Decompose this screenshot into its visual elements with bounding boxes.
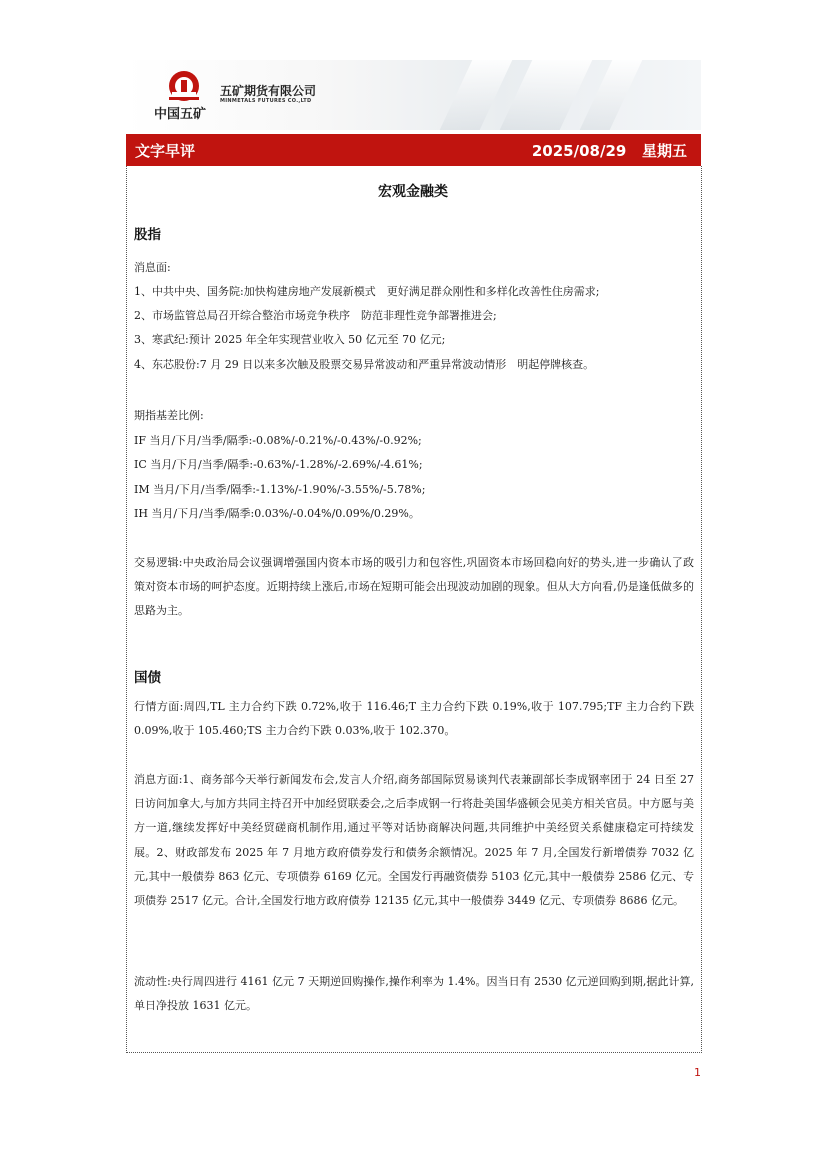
report-title: 文字早评 (135, 142, 196, 160)
basis-row-ic: IC 当月/下月/当季/隔季:-0.63%/-1.28%/-2.69%/-4.61%; (134, 458, 423, 471)
title-bar (126, 134, 701, 166)
bond-liquidity: 流动性:央行周四进行 4161 亿元 7 天期逆回购操作,操作利率为 1.4%。因当日有 2530 亿元逆回购到期,据此计算,单日净投放 1631 亿元。 (134, 975, 694, 1013)
section-title: 宏观金融类 (378, 184, 448, 200)
company-name-en: MINMETALS FUTURES CO.,LTD (220, 98, 312, 104)
news-item: 3、寒武纪:预计 2025 年全年实现营业收入 50 亿元至 70 亿元; (134, 333, 446, 346)
news-item: 4、东芯股份:7 月 29 日以来多次触及股票交易异常波动和严重异常波动情形 明起停牌核查。 (134, 358, 595, 371)
report-weekday: 星期五 (641, 142, 687, 160)
logo-text: 中国五矿 (154, 107, 207, 122)
banner-decoration (440, 60, 513, 130)
bond-news: 消息方面:1、商务部今天举行新闻发布会,发言人介绍,商务部国际贸易谈判代表兼副部长李成钢率团于 24 日至 27 日访问加拿大,与加方共同主持召开中加经贸联委会,之后李成钢一行将赴美国华盛顿会见美方相关官员。中方愿与美方一道,继续发挥好中美经贸磋商机制作用,通过平等对话协商解决问题,共同维护中美经贸关系健康稳定可持续发展。2、财政部发布 2025 年 7 月地方政府债券发行和债务余额情况。2025 年 7 月,全国发行新增债券 7032 亿元,其中一般债券 863 亿元、专项债券 6169 亿元。全国发行再融资债券 5103 亿元,其中一般债券 2586 亿元、专项债券 2517 亿元。合计,全国发行地方政府债券 12135 亿元,其中一般债券 3449 亿元、专项债券 8686 亿元。 (134, 773, 694, 908)
basis-row-if: IF 当月/下月/当季/隔季:-0.08%/-0.21%/-0.43%/-0.92%; (134, 434, 422, 447)
report-date-block (532, 140, 687, 161)
company-logo-icon (164, 68, 204, 108)
page-number: 1 (694, 1066, 701, 1079)
trading-logic: 交易逻辑:中央政治局会议强调增强国内资本市场的吸引力和包容性,巩固资本市场回稳向好的势头,进一步确认了政策对资本市场的呵护态度。近期持续上涨后,市场在短期可能会出现波动加剧的现象。但从大方向看,仍是逢低做多的思路为主。 (134, 556, 694, 618)
basis-row-im: IM 当月/下月/当季/隔季:-1.13%/-1.90%/-3.55%/-5.78%; (134, 483, 426, 496)
news-item: 2、市场监管总局召开综合整治市场竞争秩序 防范非理性竞争部署推进会; (134, 309, 497, 322)
header-banner (126, 60, 701, 130)
report-date: 2025/08/29 (531, 142, 627, 160)
news-label: 消息面: (134, 261, 171, 274)
stock-index-heading: 股指 (134, 227, 161, 243)
news-item: 1、中共中央、国务院:加快构建房地产发展新模式 更好满足群众刚性和多样化改善性住房需求; (134, 285, 600, 298)
basis-label: 期指基差比例: (134, 409, 204, 422)
company-name: 五矿期货有限公司 (220, 84, 317, 98)
bonds-heading: 国债 (134, 670, 161, 686)
banner-decoration (580, 60, 643, 130)
banner-decoration (500, 60, 593, 130)
basis-row-ih: IH 当月/下月/当季/隔季:0.03%/-0.04%/0.09%/0.29%。 (134, 507, 420, 520)
bond-market: 行情方面:周四,TL 主力合约下跌 0.72%,收于 116.46;T 主力合约下跌 0.19%,收于 107.795;TF 主力合约下跌 0.09%,收于 105.460;TS 主力合约下跌 0.03%,收于 102.370。 (134, 700, 694, 738)
